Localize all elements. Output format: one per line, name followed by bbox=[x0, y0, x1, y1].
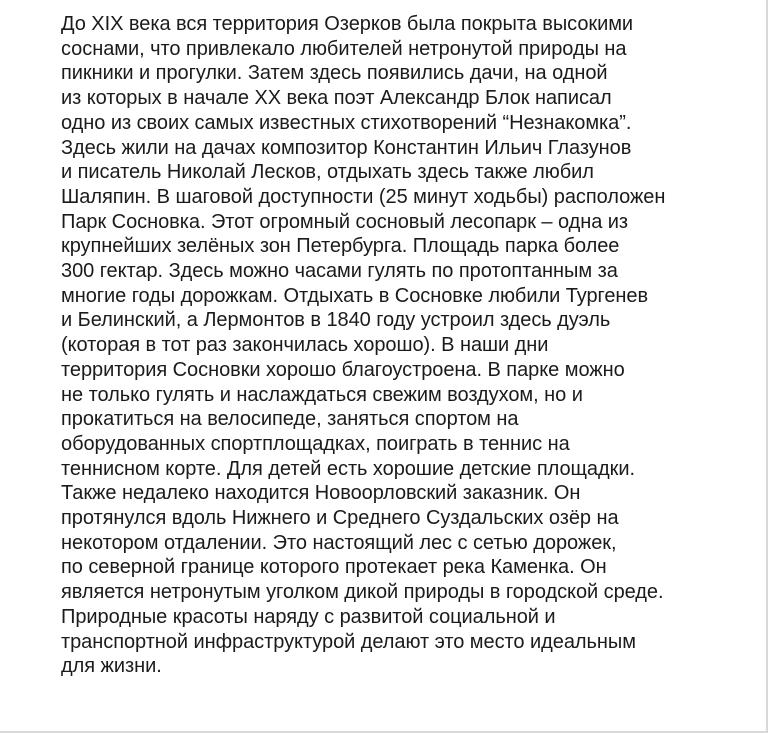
text-line: является нетронутым уголком дикой природы в городской среде. bbox=[61, 581, 664, 604]
text-line: для жизни. bbox=[61, 655, 162, 678]
text-line: не только гулять и наслаждаться свежим воздухом, но и bbox=[61, 383, 583, 406]
text-line: и Белинский, а Лермонтов в 1840 году устроил здесь дуэль bbox=[61, 309, 611, 332]
text-line: протянулся вдоль Нижнего и Среднего Суздальских озёр на bbox=[61, 507, 619, 530]
text-line: из которых в начале XX века поэт Александр Блок написал bbox=[61, 87, 612, 110]
text-line: пикники и прогулки. Затем здесь появились дачи, на одной bbox=[61, 62, 608, 85]
text-line: и писатель Николай Лесков, отдыхать здесь также любил bbox=[61, 161, 594, 184]
text-line: по северной границе которого протекает река Каменка. Он bbox=[61, 556, 607, 579]
text-line: Парк Сосновка. Этот огромный сосновый лесопарк – одна из bbox=[61, 210, 629, 233]
text-line: Также недалеко находится Новоорловский заказник. Он bbox=[61, 482, 581, 505]
text-line: территория Сосновки хорошо благоустроена. В парке можно bbox=[61, 358, 625, 381]
text-line: (которая в тот раз закончилась хорошо). В наши дни bbox=[61, 334, 549, 357]
text-line: некотором отдалении. Это настоящий лес с сетью дорожек, bbox=[61, 531, 617, 554]
text-line: оборудованных спортплощадках, поиграть в теннис на bbox=[61, 432, 570, 455]
text-line: 300 гектар. Здесь можно часами гулять по протоптанным за bbox=[61, 260, 618, 283]
text-line: транспортной инфраструктурой делают это место идеальным bbox=[61, 630, 636, 653]
text-line: крупнейших зелёных зон Петербурга. Площадь парка более bbox=[61, 235, 620, 258]
text-line: одно из своих самых известных стихотворений “Незнакомка”. bbox=[61, 111, 632, 134]
text-line: теннисном корте. Для детей есть хорошие детские площадки. bbox=[61, 457, 635, 480]
text-line: До XIX века вся территория Озерков была покрыта высокими bbox=[61, 13, 634, 35]
text-line: Природные красоты наряду с развитой социальной и bbox=[61, 605, 556, 628]
text-line: многие годы дорожкам. Отдыхать в Сосновке любили Тургенев bbox=[61, 284, 649, 307]
text-line: Здесь жили на дачах композитор Константин Ильич Глазунов bbox=[61, 136, 632, 159]
text-line: Шаляпин. В шаговой доступности (25 минут ходьбы) расположен bbox=[61, 185, 666, 208]
text-line: соснами, что привлекало любителей нетронутой природы на bbox=[61, 37, 627, 60]
body-paragraph bbox=[61, 12, 761, 679]
text-line: прокатиться на велосипеде, заняться спортом на bbox=[61, 408, 519, 431]
